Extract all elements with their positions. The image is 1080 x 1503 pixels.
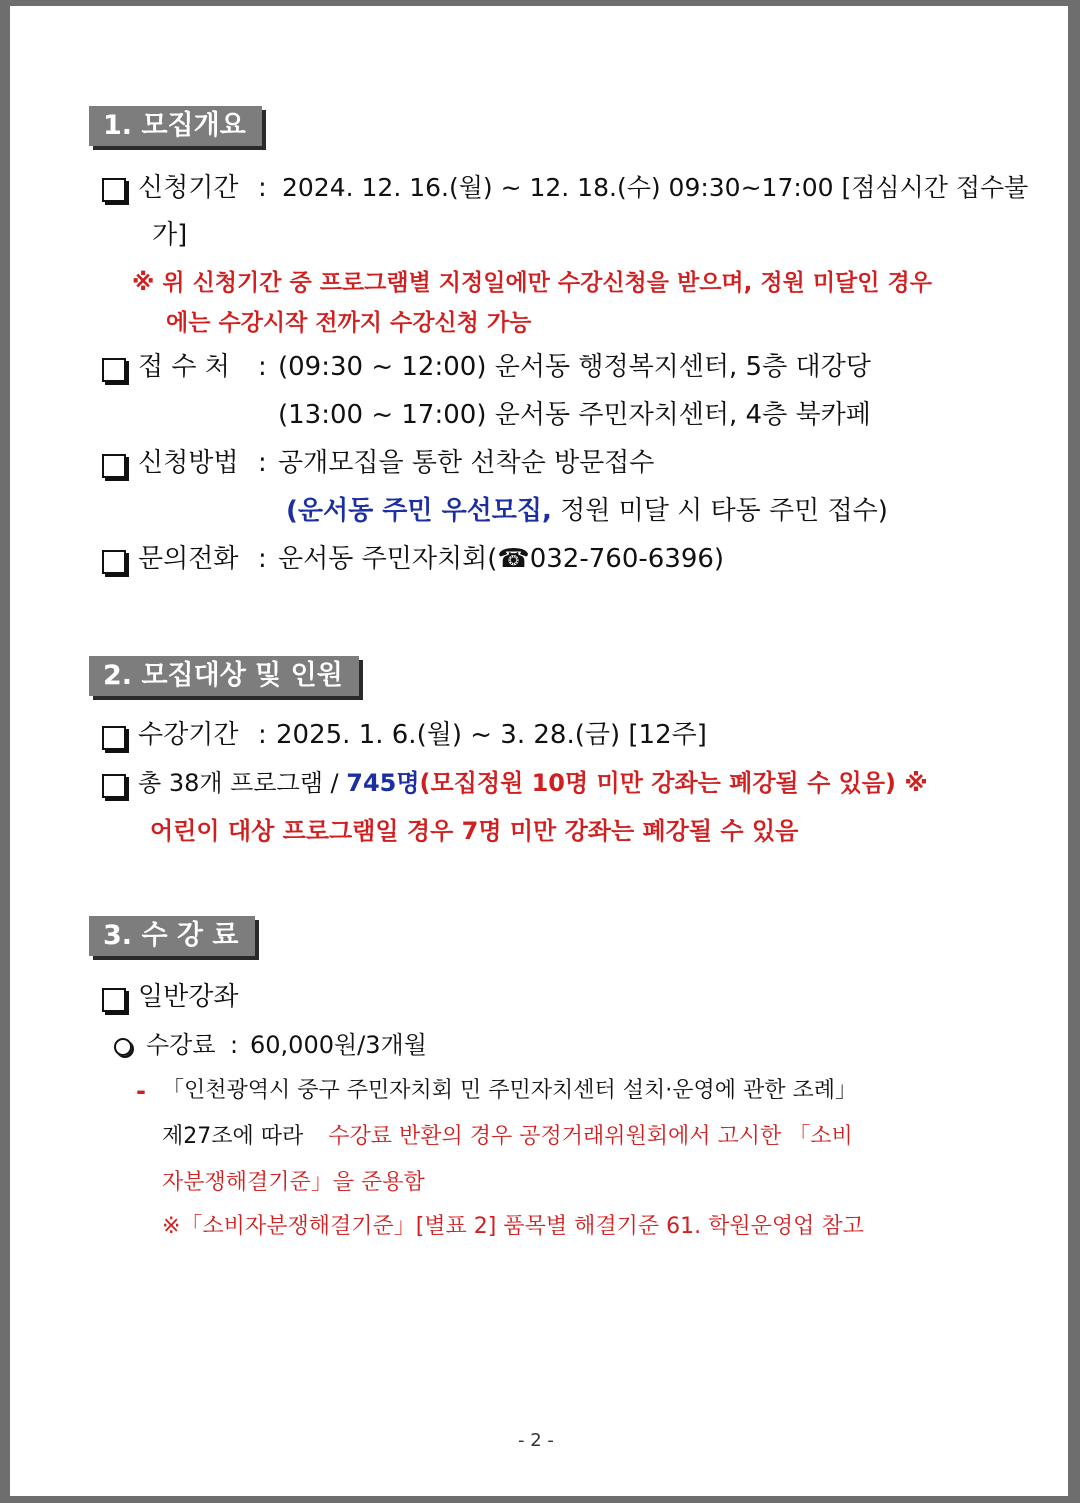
total-line1 xyxy=(138,766,928,800)
section-header-3: 3. 수 강 료 xyxy=(89,916,255,956)
total-note: (모집정원 10명 미만 강좌는 폐강될 수 있음) ※ xyxy=(419,769,928,797)
section-header-2: 2. 모집대상 및 인원 xyxy=(89,656,359,696)
method-note xyxy=(286,494,888,528)
period-cont: 가] xyxy=(152,220,188,250)
fee-value: 60,000원/3개월 xyxy=(250,1031,427,1059)
method-note-blue: (운서동 주민 우선모집, xyxy=(286,496,552,526)
rule-line3: 자분쟁해결기준」을 준용함 xyxy=(162,1170,425,1195)
colon: : xyxy=(258,720,267,750)
document-page xyxy=(10,6,1068,1496)
dash-bullet: - xyxy=(136,1077,146,1105)
checkbox-icon xyxy=(102,774,126,798)
place-line2: (13:00 ~ 17:00) 운서동 주민자치센터, 4층 북카페 xyxy=(278,400,871,430)
place-label: 접 수 처 xyxy=(138,352,230,382)
colon: : xyxy=(258,173,267,203)
rule-line1: 「인천광역시 중구 주민자치회 민 주민자치센터 설치·운영에 관한 조례」 xyxy=(162,1078,858,1103)
method-label: 신청방법 xyxy=(138,448,239,478)
colon: : xyxy=(258,448,267,478)
checkbox-icon xyxy=(102,178,126,202)
checkbox-icon xyxy=(102,988,126,1012)
term-label: 수강기간 xyxy=(138,720,239,750)
checkbox-icon xyxy=(102,726,126,750)
checkbox-icon xyxy=(102,454,126,478)
method-value: 공개모집을 통한 선착순 방문접수 xyxy=(278,448,655,478)
section-header-1: 1. 모집개요 xyxy=(89,106,262,146)
period-note-line2: 에는 수강시작 전까지 수강신청 가능 xyxy=(166,310,532,336)
period-note-line1: ※ 위 신청기간 중 프로그램별 지정일에만 수강신청을 받으며, 정원 미달인 경우 xyxy=(132,270,932,296)
fee-label: 수강료 xyxy=(146,1031,216,1059)
colon: : xyxy=(230,1031,239,1059)
page-number: - 2 - xyxy=(518,1430,554,1451)
colon: : xyxy=(258,352,267,382)
rule-line2-red: 수강료 반환의 경우 공정거래위원회에서 고시한 「소비 xyxy=(328,1124,853,1149)
checkbox-icon xyxy=(102,550,126,574)
place-line1: (09:30 ~ 12:00) 운서동 행정복지센터, 5층 대강당 xyxy=(278,352,871,382)
general-label: 일반강좌 xyxy=(138,982,239,1012)
total-line2: 어린이 대상 프로그램일 경우 7명 미만 강좌는 폐강될 수 있음 xyxy=(150,817,799,845)
total-count: 745명 xyxy=(346,769,420,797)
colon: : xyxy=(258,544,267,574)
period-label: 신청기간 xyxy=(138,173,239,203)
rule-line2-black: 제27조에 따라 xyxy=(162,1124,304,1149)
rule-line4: ※「소비자분쟁해결기준」[별표 2] 품목별 해결기준 61. 학원운영업 참고 xyxy=(162,1214,864,1239)
rule-line2 xyxy=(162,1120,853,1154)
phone-label: 문의전화 xyxy=(138,544,239,574)
phone-value: 운서동 주민자치회(☎032-760-6396) xyxy=(278,544,725,574)
method-note-rest: 정원 미달 시 타동 주민 접수) xyxy=(551,496,888,526)
term-value: 2025. 1. 6.(월) ~ 3. 28.(금) [12주] xyxy=(276,720,707,750)
period-value: 2024. 12. 16.(월) ~ 12. 18.(수) 09:30~17:00 [점심시간 접수불 xyxy=(282,173,1029,202)
checkbox-icon xyxy=(102,358,126,382)
circle-bullet-icon xyxy=(114,1038,132,1056)
total-prefix: 총 38개 프로그램 / xyxy=(138,769,347,797)
